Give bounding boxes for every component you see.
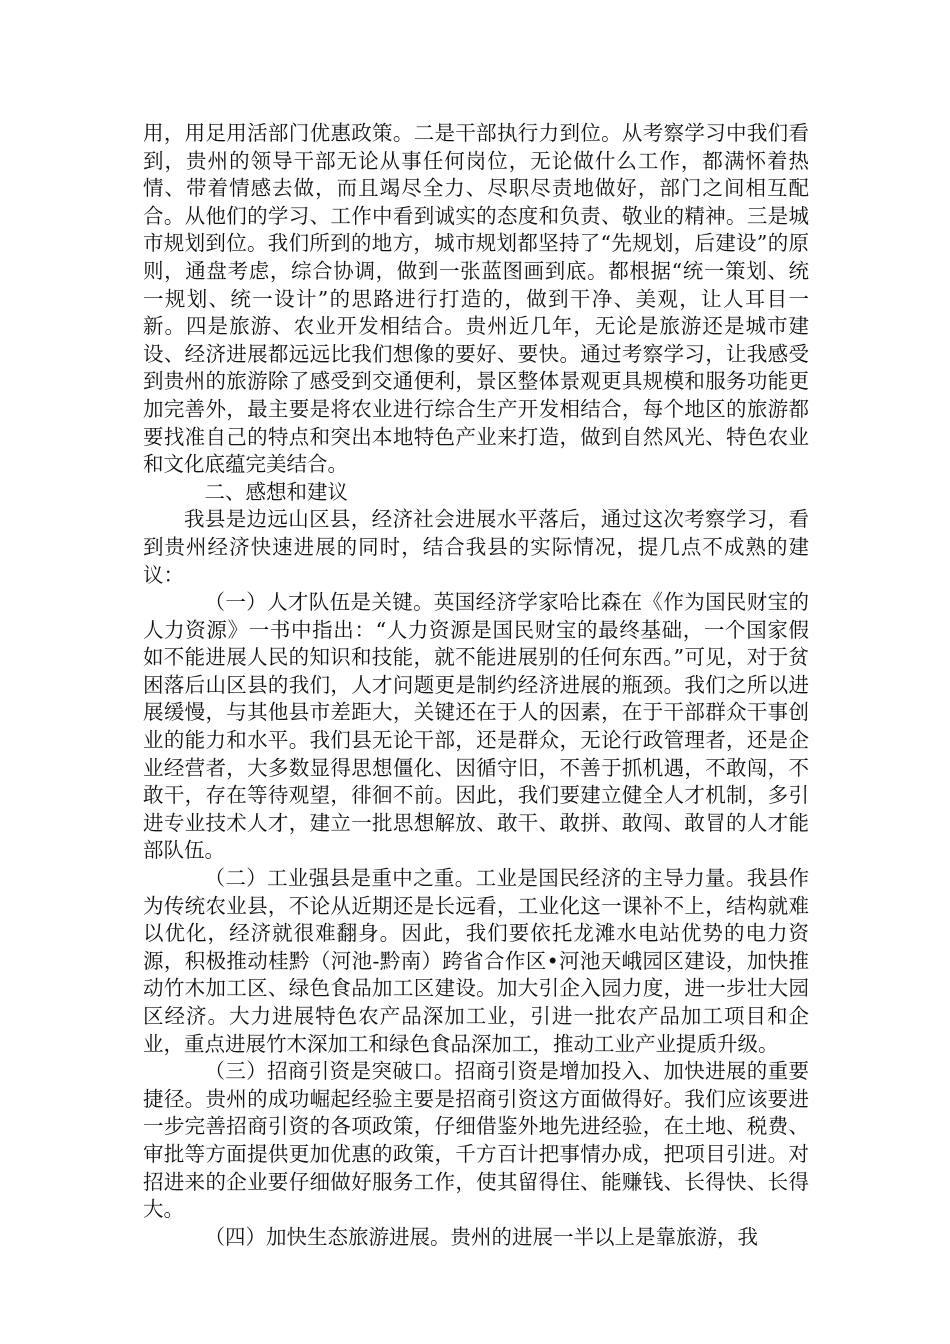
section-heading: 二、感想和建议 — [204, 479, 348, 504]
paragraph-talent: （一）人才队伍是关键。英国经济学家哈比森在《作为国民财宝的人力资源》一书中指出：“人力资源是国民财宝的最终基础，一个国家假如不能进展人民的知识和技能，就不能进展别的任何东西。”可见，对于贫困落后山区县的我们，人才问题更是制约经济进展的瓶颈。我们之所以进展缓慢，与其他县市差距大，关键还在于人的因素，在于干部群众干事创业的能力和水平。我们县无论干部，还是群众，无论行政管理者，还是企业经营者，大多数显得思想僵化、因循守旧，不善于抓机遇，不敢闯，不敢干，存在等待观望，徘徊不前。因此，我们要建立健全人才机制，多引进专业技术人才，建立一批思想解放、敢干、敢拼、敢闯、敢冒的人才能部队伍。 — [143, 590, 809, 863]
paragraph-intro: 我县是边远山区县，经济社会进展水平落后，通过这次考察学习，看到贵州经济快速进展的同时，结合我县的实际情况，提几点不成熟的建议： — [143, 507, 809, 587]
paragraph-continued: 用，用足用活部门优惠政策。二是干部执行力到位。从考察学习中我们看到，贵州的领导干部无论从事任何岗位，无论做什么工作，都满怀着热情、带着情感去做，而且竭尽全力、尽职尽责地做好，部门之间相互配合。从他们的学习、工作中看到诚实的态度和负责、敬业的精神。三是城市规划到位。我们所到的地方，城市规划都坚持了“先规划，后建设”的原则，通盘考虑，综合协调，做到一张蓝图画到底。都根据“统一策划、统一规划、统一设计”的思路进行打造的，做到干净、美观，让人耳目一新。四是旅游、农业开发相结合。贵州近几年，无论是旅游还是城市建设、经济进展都远远比我们想像的要好、要快。通过考察学习，让我感受到贵州的旅游除了感受到交通便利，景区整体景观更具规模和服务功能更加完善外，最主要是将农业进行综合生产开发相结合，每个地区的旅游都要找准自己的特点和突出本地特色产业来打造，做到自然风光、特色农业和文化底蕴完美结合。 — [143, 121, 809, 477]
paragraph-tourism: （四）加快生态旅游进展。贵州的进展一半以上是靠旅游，我 — [204, 1224, 758, 1249]
paragraph-investment: （三）招商引资是突破口。招商引资是增加投入、加快进展的重要捷径。贵州的成功崛起经验主要是招商引资这方面做得好。我们应该要进一步完善招商引资的各项政策，仔细借鉴外地先进经验，在土地、税费、审批等方面提供更加优惠的政策，千方百计把事情办成，把项目引进。对招进来的企业要仔细做好服务工作，使其留得住、能赚钱、长得快、长得大。 — [143, 1059, 809, 1222]
document-body — [143, 120, 809, 1251]
paragraph-industry: （二）工业强县是重中之重。工业是国民经济的主导力量。我县作为传统农业县，不论从近期还是长远看，工业化这一课补不上，结构就难以优化，经济就很难翻身。因此，我们要依托龙滩水电站优势的电力资源，积极推动桂黔（河池-黔南）跨省合作区•河池天峨园区建设，加快推动竹木加工区、绿色食品加工区建设。加大引企入园力度，进一步壮大园区经济。大力进展特色农产品深加工业，引进一批农产品加工项目和企业，重点进展竹木深加工和绿色食品深加工，推动工业产业提质升级。 — [143, 866, 809, 1056]
